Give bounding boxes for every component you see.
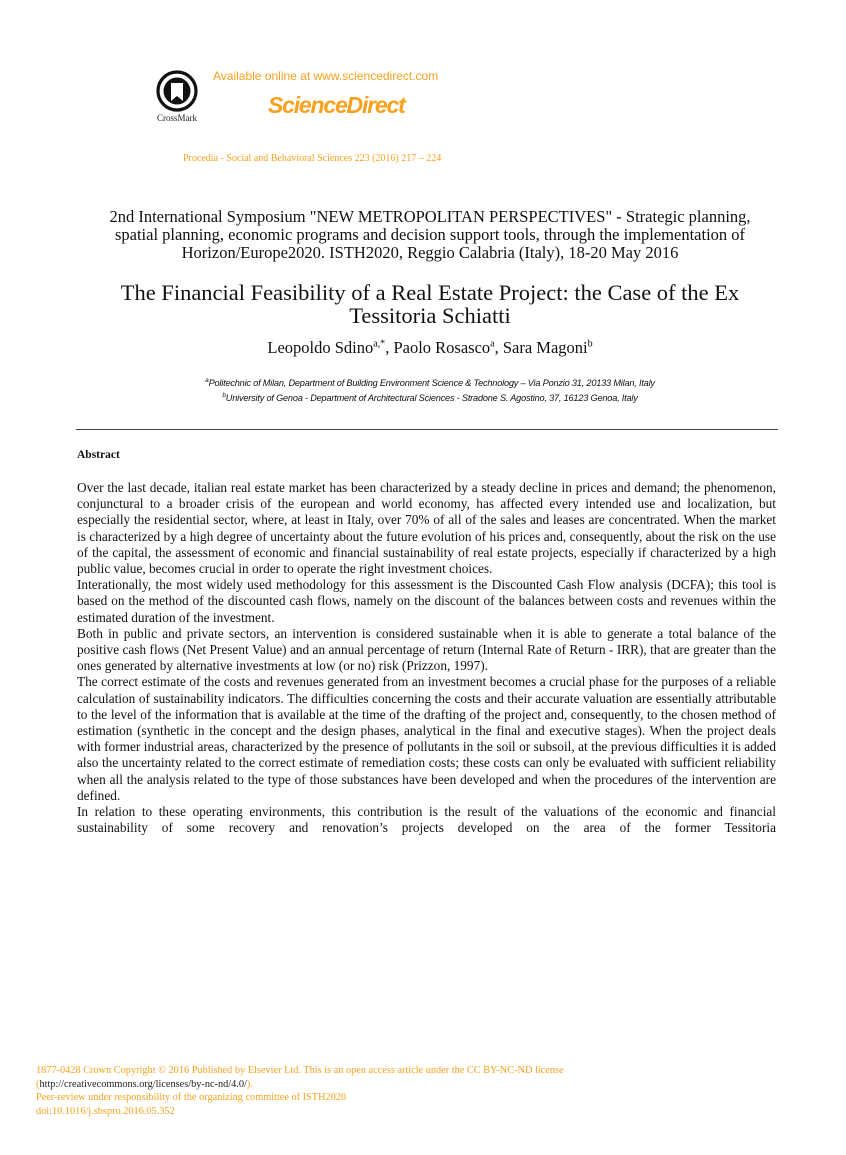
abstract-paragraph: Both in public and private sectors, an intervention is considered sustainable when it is able to generate a total balance of the positive cash flows (Net Present Value) and an annual percentage of return (Internal Rate of Return - IRR), that are greater than the ones generated by alternative investments at low (or no) risk (Prizzon, 1997). xyxy=(77,625,776,674)
affiliation xyxy=(60,375,800,390)
section-divider xyxy=(76,429,778,430)
abstract-paragraph: Interationally, the most widely used methodology for this assessment is the Discounted Cash Flow analysis (DCFA); this tool is based on the method of the discounted cash flows, namely on the discount of the balances between costs and revenues within the estimated duration of the investment. xyxy=(77,577,776,625)
author-name[interactable]: Sara Magoni xyxy=(502,338,588,357)
affiliation xyxy=(60,390,800,405)
license-line xyxy=(36,1078,564,1092)
affiliation-mark: a xyxy=(205,377,209,384)
author-affiliation-mark: a xyxy=(490,338,495,350)
conference-title xyxy=(60,208,800,262)
journal-reference: Procedia - Social and Behavioral Sciences 223 (2016) 217 – 224 xyxy=(183,153,442,164)
crossmark-label: CrossMark xyxy=(157,113,197,123)
abstract-body xyxy=(77,480,776,836)
author-separator: , xyxy=(494,338,503,357)
affiliation-text: University of Genoa - Department of Architectural Sciences - Stradone S. Agostino, 37, 16123 Genoa, Italy xyxy=(225,392,638,403)
author-affiliation-mark: b xyxy=(587,338,593,350)
affiliation-mark: b xyxy=(222,391,226,399)
crossmark-badge[interactable] xyxy=(148,70,206,123)
author-affiliation-mark: a,* xyxy=(373,338,386,350)
peer-review-line: Peer-review under responsibility of the organizing committee of ISTH2020 xyxy=(36,1092,347,1103)
doi-link[interactable]: doi:10.1016/j.sbspro.2016.05.352 xyxy=(36,1105,175,1117)
copyright-line: 1877-0428 Crown Copyright © 2016 Published by Elsevier Ltd. This is an open access article under the CC BY-NC-ND license xyxy=(36,1065,564,1076)
conference-line: 2nd International Symposium "NEW METROPOLITAN PERSPECTIVES" - Strategic planning, xyxy=(109,207,751,226)
paper-title-line: Tessitoria Schiatti xyxy=(349,303,511,328)
copyright-footer xyxy=(36,1064,564,1118)
author-list xyxy=(60,338,800,358)
author-name[interactable]: Paolo Rosasco xyxy=(393,338,491,357)
paper-title xyxy=(60,281,800,327)
license-paren: ( xyxy=(36,1078,40,1090)
conference-line: spatial planning, economic programs and decision support tools, through the implementation of xyxy=(114,225,746,244)
abstract-paragraph: Over the last decade, italian real estate market has been characterized by a steady decline in prices and demand; the phenomenon, conjunctural to a broader crisis of the european and world economy, has affected every intended use and localization, but especially the residential sector, where, at least in Italy, over 70% of all of the sales and leases are concentrated. When the market is characterized by a high degree of uncertainty about the future evolution of his prices and, consequently, about the risk on the use of the capital, the assessment of economic and financial sustainability of real estate projects, especially if characterized by a high public value, becomes crucial in order to operate the right investment choices. xyxy=(77,480,776,577)
affiliations xyxy=(60,375,800,404)
author-separator: , xyxy=(385,338,394,357)
abstract-paragraph: The correct estimate of the costs and revenues generated from an investment becomes a crucial phase for the purposes of a reliable calculation of sustainability indicators. The difficulties concerning the costs and their accurate valuation are essentially attributable to the level of the information that is available at the time of the drafting of the project and, consequently, to the chosen method of estimation (synthetic in the concept and the design phases, analytical in the final and executive stages). When the project deals with former industrial areas, characterized by the presence of pollutants in the soil or subsoil, at the previous difficulties it is added also the uncertainty related to the correct estimate of remediation costs; these costs can only be evaluated with sufficient reliability when all the analysis related to the type of those substances have been developed and when the procedures of the intervention are defined. xyxy=(77,674,776,803)
crossmark-icon xyxy=(156,70,198,112)
abstract-heading: Abstract xyxy=(77,449,120,461)
license-link[interactable]: http://creativecommons.org/licenses/by-nc-nd/4.0/ xyxy=(39,1078,247,1090)
license-paren: ). xyxy=(246,1078,253,1090)
conference-line: Horizon/Europe2020. ISTH2020, Reggio Calabria (Italy), 18-20 May 2016 xyxy=(181,243,679,262)
author-name[interactable]: Leopoldo Sdino xyxy=(267,338,374,357)
affiliation-text: Politechnic of Milan, Department of Building Environment Science & Technology – Via Ponzio 31, 20133 Milan, Italy xyxy=(208,378,655,389)
sciencedirect-logo[interactable]: ScienceDirect xyxy=(268,92,405,118)
abstract-paragraph: In relation to these operating environments, this contribution is the result of the valuations of the economic and financial sustainability of some recovery and renovation’s projects developed on the area of the former Tessitoria xyxy=(77,804,776,836)
available-online-link[interactable]: Available online at www.sciencedirect.com xyxy=(213,69,439,83)
paper-title-line: The Financial Feasibility of a Real Estate Project: the Case of the Ex xyxy=(120,280,740,305)
